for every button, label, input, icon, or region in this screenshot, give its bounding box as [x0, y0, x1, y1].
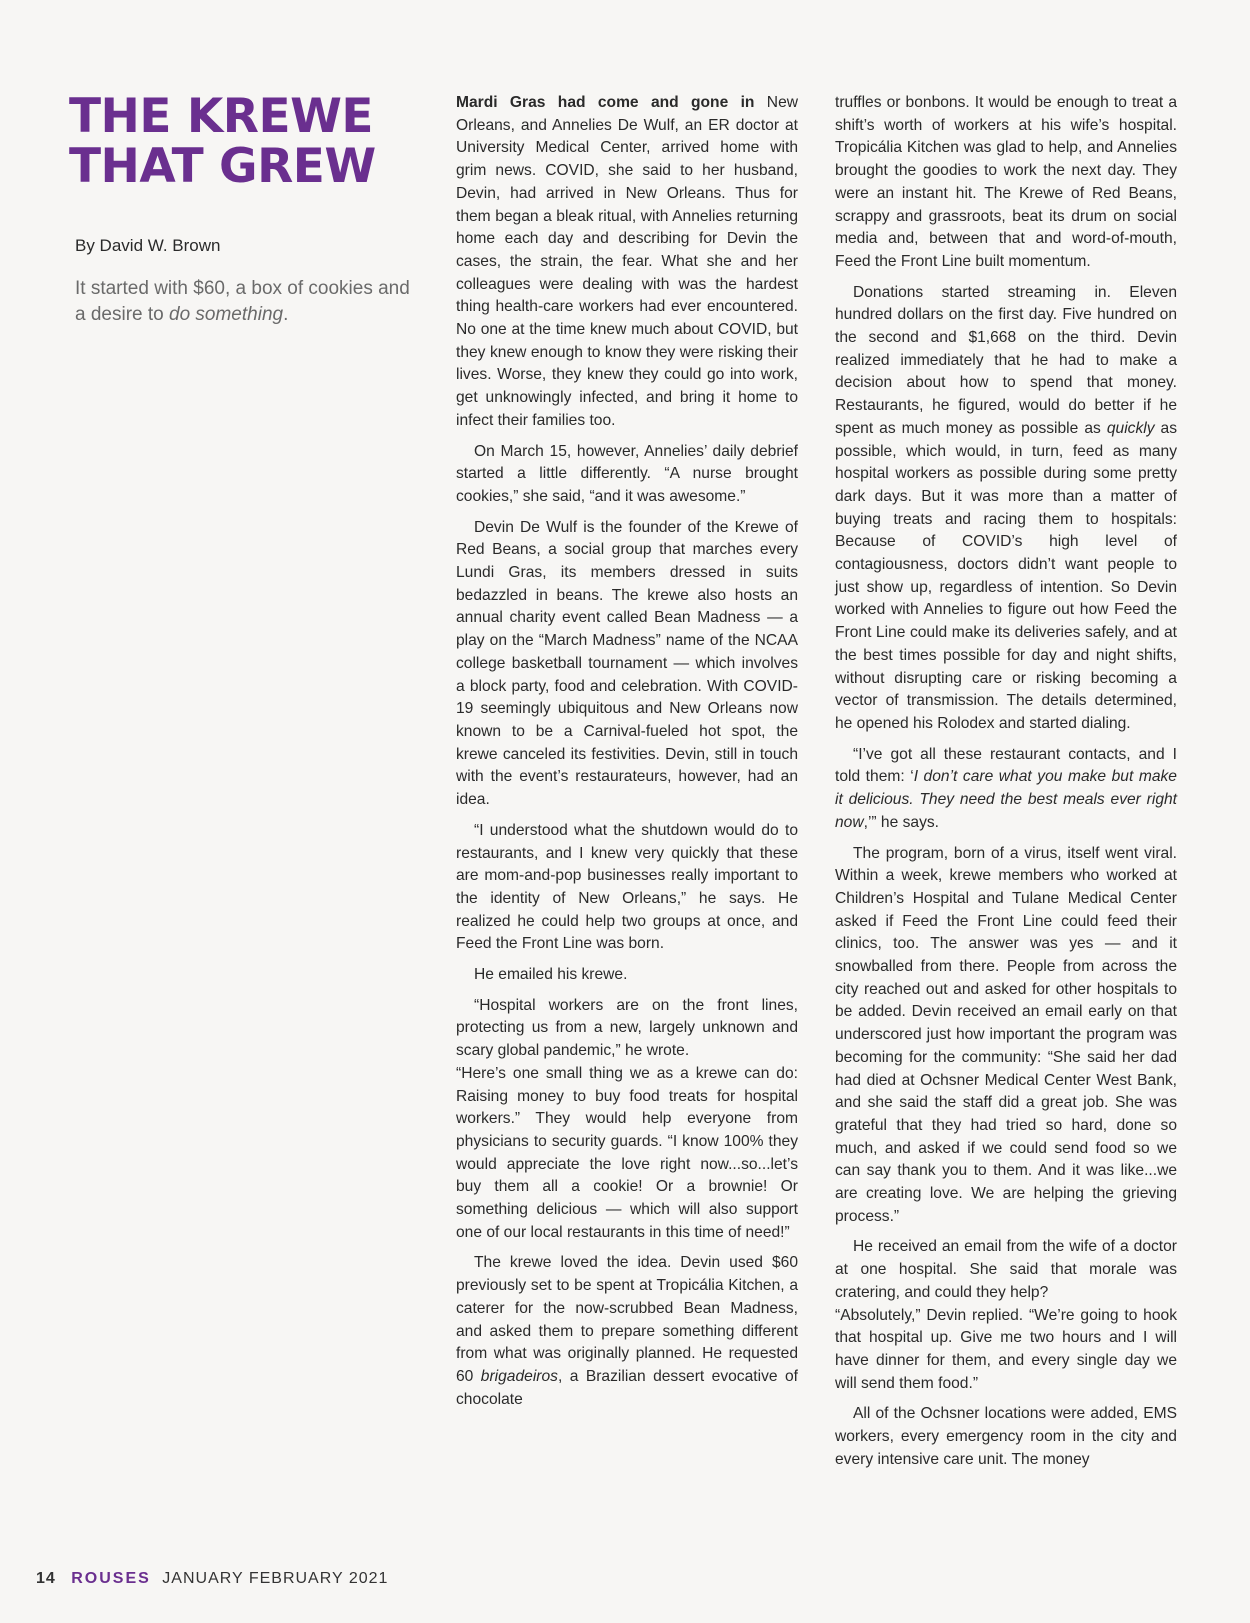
paragraph: truffles or bonbons. It would be enough to treat a shift’s worth of workers at his wife’s hospital. Tropicália Kitchen was glad to help, and Annelies brought the goodies to work the next day. They were an instant hit. The Krewe of Red Beans, scrappy and grassroots, beat its drum on social media and, between that and word-of-mouth, Feed the Front Line built momentum. [835, 94, 1177, 270]
paragraph: “Hospital workers are on the front lines, protecting us from a new, largely unknown and scary global pandemic,” he wrote. [456, 996, 798, 1060]
paragraph-text: ,’” he says. [863, 813, 940, 831]
byline: By David W. Brown [75, 236, 221, 255]
paragraph: He received an email from the wife of a doctor at one hospital. She said that morale was cratering, and could they help? [835, 1238, 1177, 1301]
dek-end: . [283, 304, 289, 325]
article-title [69, 89, 389, 194]
paragraph: On March 15, however, Annelies’ daily debrief started a little differently. “A nurse brought cookies,” she said, “and it was awesome.” [456, 442, 798, 505]
paragraph [835, 282, 1177, 736]
dek-italic: do something [169, 304, 284, 325]
paragraph: He emailed his krewe. [474, 966, 628, 984]
lead-in: Mardi Gras had come and gone in [456, 94, 755, 111]
paragraph-text: as possible, which would, in turn, feed as many hospital workers as possible during some pretty dark days. But it was more than a matter of buying treats and racing them to hospitals: Because of COVID’s high level of contagiousness, doctors didn’t want people to just show up, regardless of intention. So Devin worked with Annelies to figure out how Feed the Front Line could make its deliveries safely, and at the best times possible for day and night shifts, without disrupting care or risking becoming a vector of transmission. The details determined, he opened his Rolodex and started dialing. [835, 419, 1178, 732]
dek-text: It started with $60, a box of cookies and a desire to [75, 278, 410, 325]
paragraph: “I understood what the shutdown would do to restaurants, and I knew very quickly that these are mom-and-pop businesses really important to the identity of New Orleans,” he says. He realized he could help two groups at once, and Feed the Front Line was born. [456, 821, 798, 953]
body-column-1 [456, 92, 798, 1419]
paragraph: “Here’s one small thing we as a krewe can do: Raising money to buy food treats for hospital workers.” They would help everyone from physicians to security guards. “I know 100% they would appreciate the love right now...so...let’s buy them all a cookie! Or a brownie! Or something delicious — which will also support one of our local restaurants in this time of need!” [456, 1064, 798, 1241]
paragraph-italic: quickly [1106, 419, 1155, 437]
brand-name: ROUSES [71, 1570, 151, 1587]
paragraph: Devin De Wulf is the founder of the Krewe of Red Beans, a social group that marches every Lundi Gras, its members dressed in suits bedazzled in beans. The krewe also hosts an annual charity event called Bean Madness — a play on the “March Madness” name of the NCAA college basketball tournament — which involves a block party, food and celebration. With COVID-19 seemingly ubiquitous and New Orleans now known to be a Carnival-fueled hot spot, the krewe canceled its festivities. Devin, still in touch with the event’s restaurateurs, however, had an idea. [456, 518, 798, 809]
paragraph-text: The krewe loved the idea. Devin used $60 previously set to be spent at Tropicália Kitchen, a caterer for the now-scrubbed Bean Madness, and asked them to prepare something different from what was originally planned. He requested 60 [456, 1254, 798, 1385]
paragraph [456, 92, 798, 433]
paragraph [456, 1252, 798, 1411]
page-footer [36, 1570, 388, 1588]
paragraph-text: “I’ve got all these restaurant contacts, and I told them: ‘ [835, 745, 1177, 786]
paragraph-text: New Orleans, and Annelies De Wulf, an ER doctor at University Medical Center, arrived home with grim news. COVID, she said to her husband, Devin, had arrived in New Orleans. Thus for them began a bleak ritual, with Annelies returning home each day and describing for Devin the cases, the strain, the fear. What she and her colleagues were dealing with was the hardest thing health-care workers had ever encountered. No one at the time knew much about COVID, but they knew enough to know they were risking their lives. Worse, they knew they could go into work, get unknowingly infected, and bring it home to infect their families too. [456, 94, 799, 429]
title-line-1: THE KREWE [69, 89, 374, 144]
paragraph: All of the Ochsner locations were added, EMS workers, every emergency room in the city and every intensive care unit. The money [835, 1405, 1177, 1468]
paragraph: “Absolutely,” Devin replied. “We’re going to hook that hospital up. Give me two hours and I will have dinner for them, and every single day we will send them food.” [835, 1306, 1177, 1392]
body-column-2 [835, 92, 1177, 1479]
paragraph-text: Donations started streaming in. Eleven hundred dollars on the first day. Five hundred on the second and $1,668 on the third. Devin realized immediately that he had to make a decision about how to spend that money. Restaurants, he figured, would do better if he spent as much money as possible as [835, 283, 1177, 437]
paragraph-text: , a Brazilian dessert evocative of chocolate [456, 1367, 798, 1408]
issue-date: JANUARY FEBRUARY 2021 [162, 1570, 389, 1587]
paragraph [835, 744, 1177, 835]
page-number: 14 [36, 1570, 56, 1587]
paragraph-italic: brigadeiros [480, 1367, 558, 1385]
article-dek [75, 276, 425, 328]
title-line-2: THAT GREW [69, 139, 376, 194]
paragraph-italic: I don’t care what you make but make it delicious. They need the best meals ever right now [835, 768, 1177, 831]
paragraph: The program, born of a virus, itself went viral. Within a week, krewe members who worked at Children’s Hospital and Tulane Medical Center asked if Feed the Front Line could feed their clinics, too. The answer was yes — and it snowballed from there. People from across the city reached out and asked for other hospitals to be added. Devin received an email early on that underscored just how important the program was becoming for the community: “She said her dad had died at Ochsner Medical Center West Bank, and she said the staff did a great job. She was grateful that they had tried so hard, done so much, and asked if we could send food so we can say thank you to them. And it was like...we are creating love. We are helping the grieving process.” [835, 844, 1177, 1225]
